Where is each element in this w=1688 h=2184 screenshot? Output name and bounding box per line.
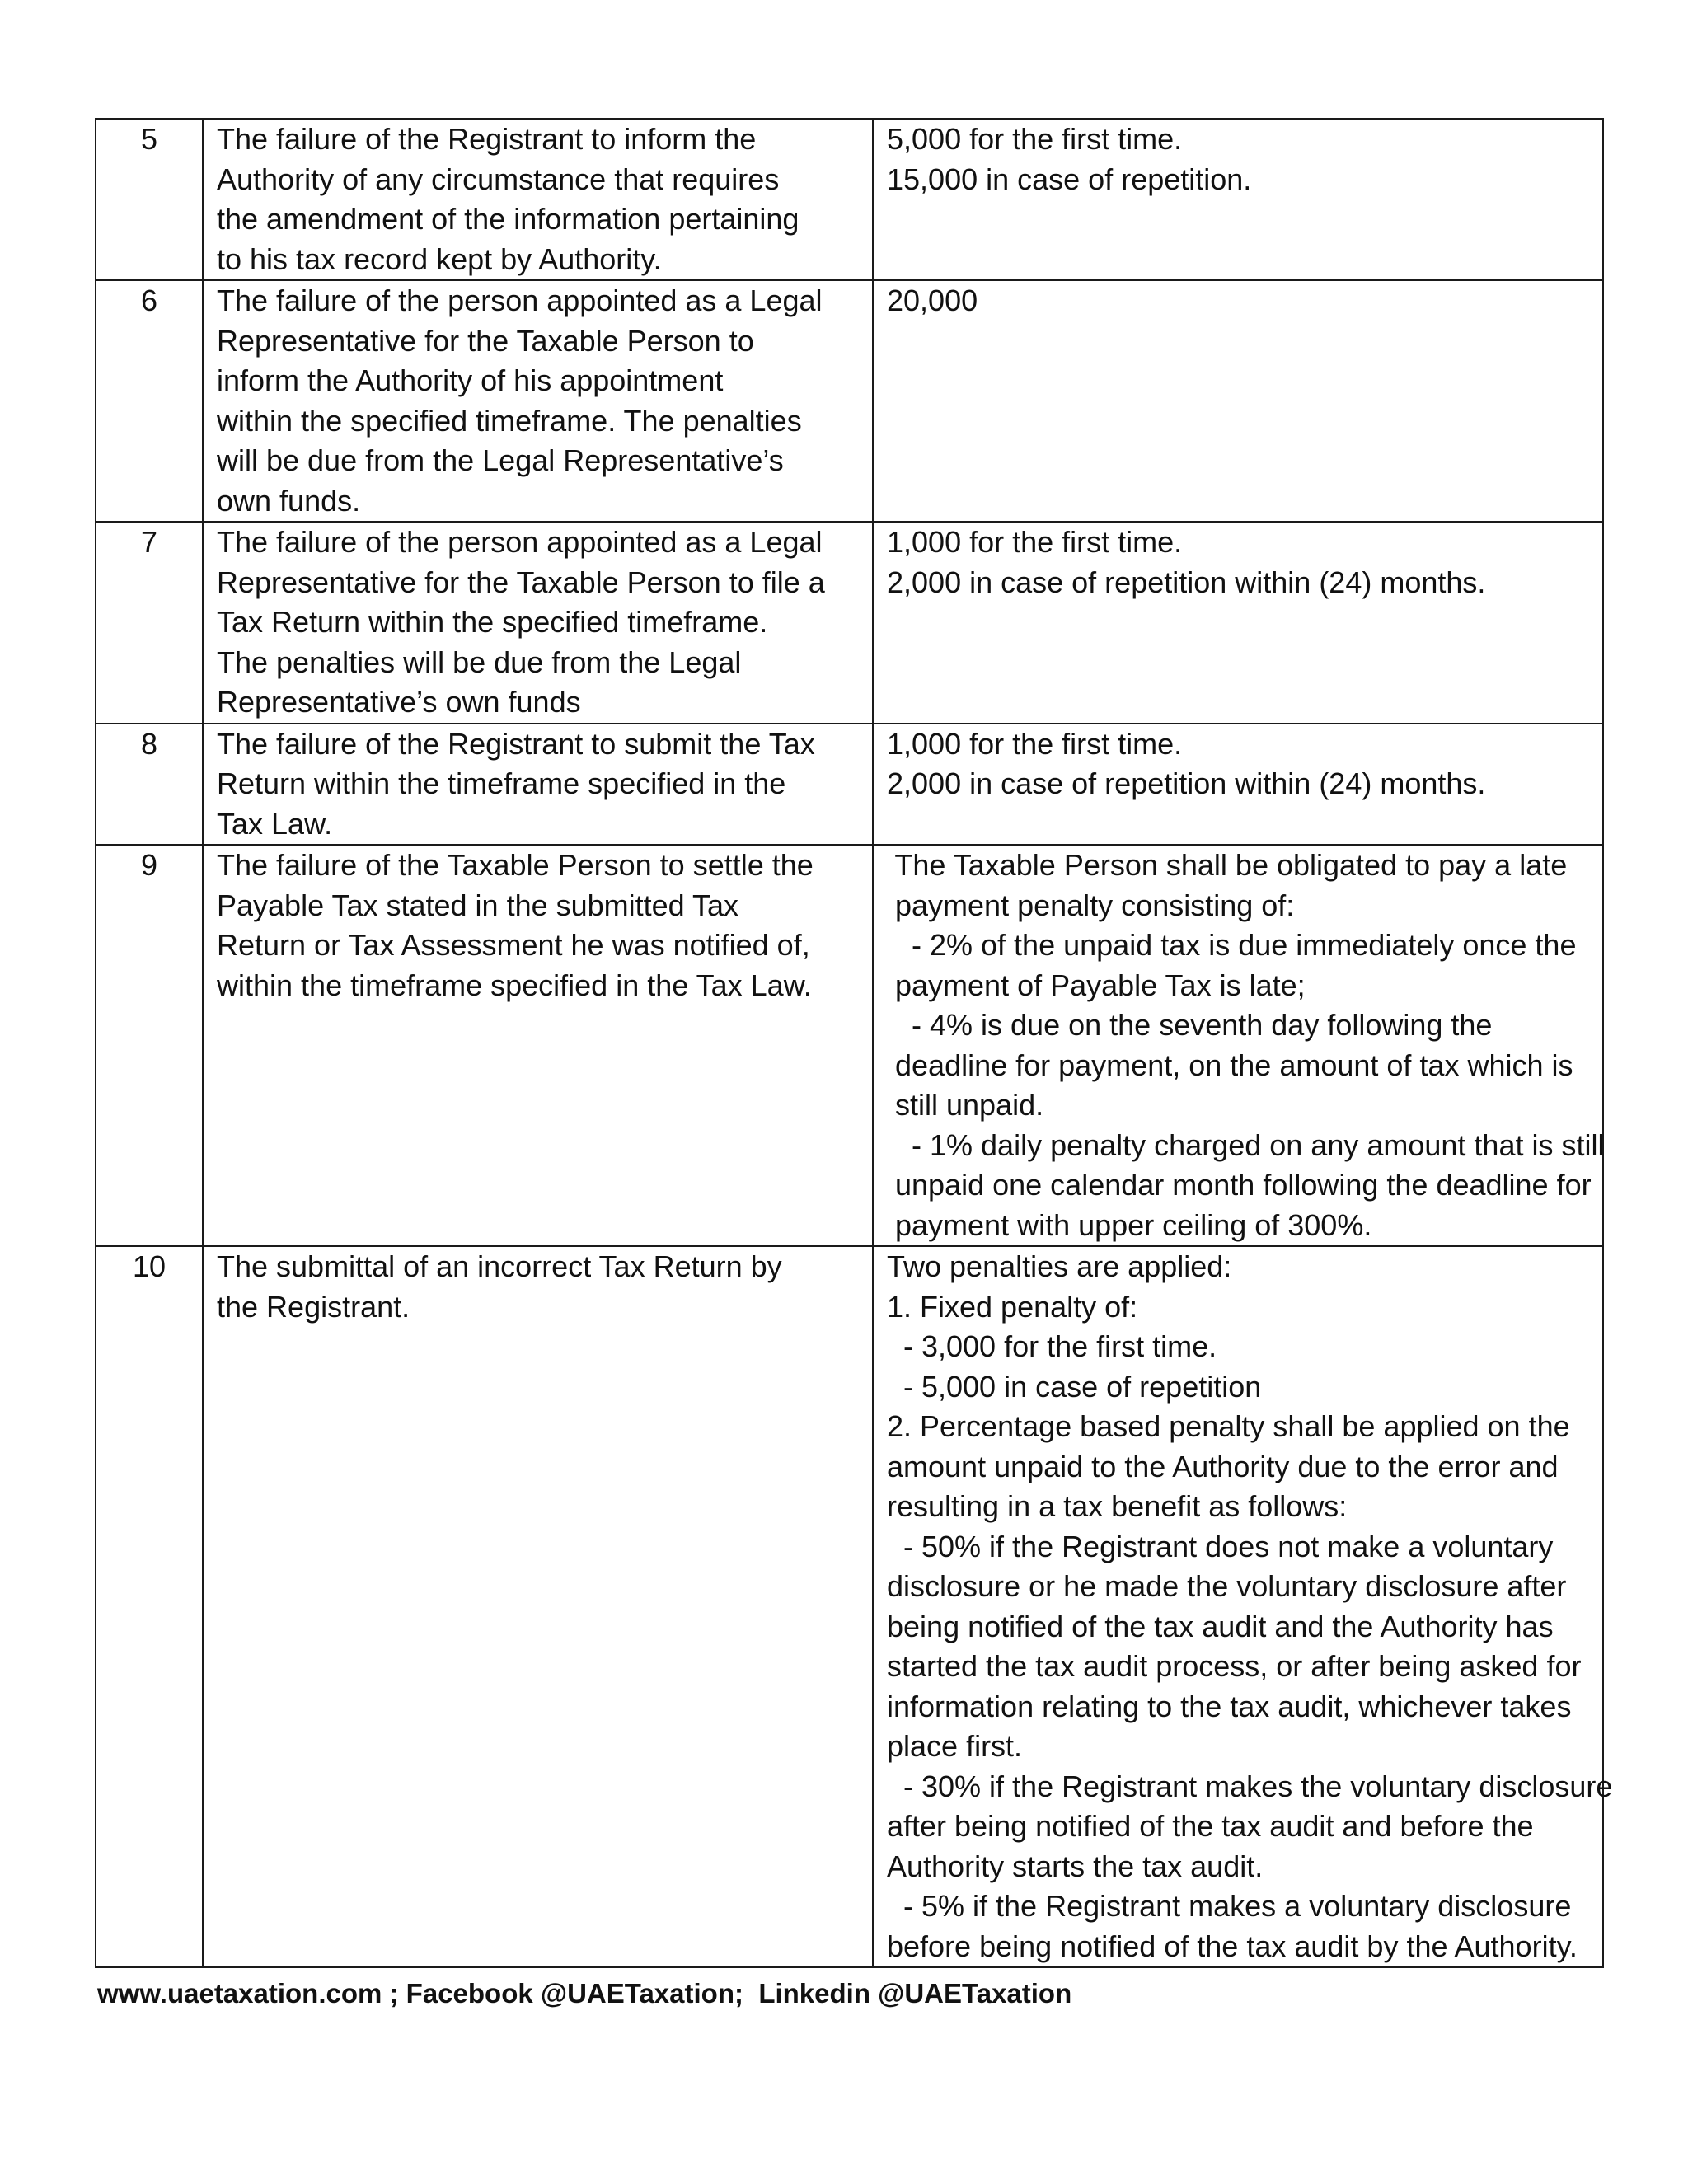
penalty-text-line: 2. Percentage based penalty shall be applied on the [887,1409,1570,1443]
violation-text-line: the amendment of the information pertaining [217,202,799,236]
penalty-text-line: payment of Payable Tax is late; [887,968,1306,1002]
row-number: 8 [96,724,203,846]
footer-links: www.uaetaxation.com ; Facebook @UAETaxation; Linkedin @UAETaxation [97,1978,1072,2008]
table-row [96,845,1603,1246]
penalty-text-line: 2,000 in case of repetition within (24) months. [887,766,1486,800]
penalty-cell [873,119,1603,280]
penalty-text-line: started the tax audit process, or after being asked for [887,1649,1582,1683]
violation-cell [203,522,873,724]
penalty-text-line: - 30% if the Registrant makes the voluntary disclosure [887,1769,1613,1803]
penalty-text-line: still unpaid. [887,1088,1044,1122]
table-row [96,119,1603,280]
row-number: 9 [96,845,203,1246]
penalty-text-line: unpaid one calendar month following the deadline for [887,1168,1592,1202]
document-page [95,118,1613,1968]
violation-cell [203,724,873,846]
violation-text-line: Authority of any circumstance that requires [217,162,780,196]
violation-text-line: to his tax record kept by Authority. [217,241,662,276]
row-number: 10 [96,1246,203,1967]
penalty-text-line: - 3,000 for the first time. [887,1329,1217,1363]
row-number: 5 [96,119,203,280]
violation-text-line: Payable Tax stated in the submitted Tax [217,888,739,922]
violation-text-line: The penalties will be due from the Legal [217,644,742,679]
violation-text-line: Tax Law. [217,806,333,841]
violation-text-line: Return or Tax Assessment he was notified of, [217,928,810,962]
penalty-text-line: place first. [887,1729,1023,1763]
violation-text-line: The failure of the Registrant to submit the Tax [217,726,815,761]
penalties-table [95,118,1613,1968]
violation-text-line: The failure of the person appointed as a Legal [217,284,823,317]
penalty-text-line: being notified of the tax audit and the Authority has [887,1609,1554,1643]
row-number: 7 [96,522,203,724]
violation-text-line: inform the Authority of his appointment [217,363,724,397]
table-row [96,522,1603,724]
table-row [96,280,1603,522]
penalty-text-line: 15,000 in case of repetition. [887,162,1252,196]
penalty-cell [873,1246,1613,1967]
penalty-text-line: - 1% daily penalty charged on any amount that is still [887,1127,1605,1162]
penalty-cell [873,522,1603,724]
violation-text-line: The failure of the person appointed as a Legal [217,525,823,559]
violation-text-line: Tax Return within the specified timeframe. [217,605,768,639]
violation-text-line: within the timeframe specified in the Tax Law. [217,968,812,1002]
penalty-text-line: 2,000 in case of repetition within (24) months. [887,565,1486,599]
violation-cell [203,1246,873,1967]
violation-text-line: within the specified timeframe. The penalties [217,403,802,438]
violation-text-line: The submittal of an incorrect Tax Return by [217,1249,782,1283]
penalty-text-line: - 2% of the unpaid tax is due immediately once the [887,928,1577,962]
penalty-cell [873,724,1603,846]
penalty-text-line: 20,000 [887,284,978,317]
table-row [96,724,1603,846]
penalty-text-line: 1,000 for the first time. [887,525,1183,559]
penalty-text-line: - 5,000 in case of repetition [887,1369,1262,1404]
violation-text-line: The failure of the Registrant to inform the [217,122,757,156]
penalty-text-line: 1. Fixed penalty of: [887,1289,1138,1324]
violation-text-line: The failure of the Taxable Person to settle the [217,848,814,882]
violation-text-line: own funds. [217,483,361,518]
violation-text-line: Return within the timeframe specified in the [217,766,786,800]
penalty-text-line: - 4% is due on the seventh day following the [887,1008,1493,1042]
table-row [96,1246,1603,1967]
penalty-text-line: - 50% if the Registrant does not make a voluntary [887,1529,1554,1563]
penalty-text-line: 1,000 for the first time. [887,726,1183,761]
penalty-text-line: Two penalties are applied: [887,1249,1232,1283]
penalty-text-line: The Taxable Person shall be obligated to pay a late [887,848,1568,882]
violation-text-line: the Registrant. [217,1289,410,1324]
penalty-text-line: disclosure or he made the voluntary disclosure after [887,1569,1567,1603]
penalty-text-line: information relating to the tax audit, whichever takes [887,1689,1572,1723]
penalty-cell [873,280,1603,522]
violation-cell [203,119,873,280]
violation-text-line: Representative for the Taxable Person to file a [217,565,825,599]
penalty-text-line: resulting in a tax benefit as follows: [887,1489,1348,1523]
violation-text-line: Representative’s own funds [217,685,581,719]
penalty-text-line: deadline for payment, on the amount of tax which is [887,1047,1573,1082]
penalty-text-line: - 5% if the Registrant makes a voluntary disclosure [887,1889,1572,1923]
violation-text-line: will be due from the Legal Representative’s [217,443,784,477]
penalty-text-line: after being notified of the tax audit and before the [887,1809,1534,1843]
penalty-cell [873,845,1603,1246]
penalty-text-line: payment penalty consisting of: [887,888,1295,922]
penalty-text-line: payment with upper ceiling of 300%. [887,1207,1372,1242]
penalty-text-line: 5,000 for the first time. [887,122,1183,156]
violation-cell [203,280,873,522]
violation-text-line: Representative for the Taxable Person to [217,323,754,358]
penalty-text-line: Authority starts the tax audit. [887,1849,1264,1883]
penalty-text-line: before being notified of the tax audit by the Authority. [887,1929,1578,1963]
row-number: 6 [96,280,203,522]
penalties-table-body [96,119,1613,1967]
violation-cell [203,845,873,1246]
penalty-text-line: amount unpaid to the Authority due to the error and [887,1449,1559,1483]
